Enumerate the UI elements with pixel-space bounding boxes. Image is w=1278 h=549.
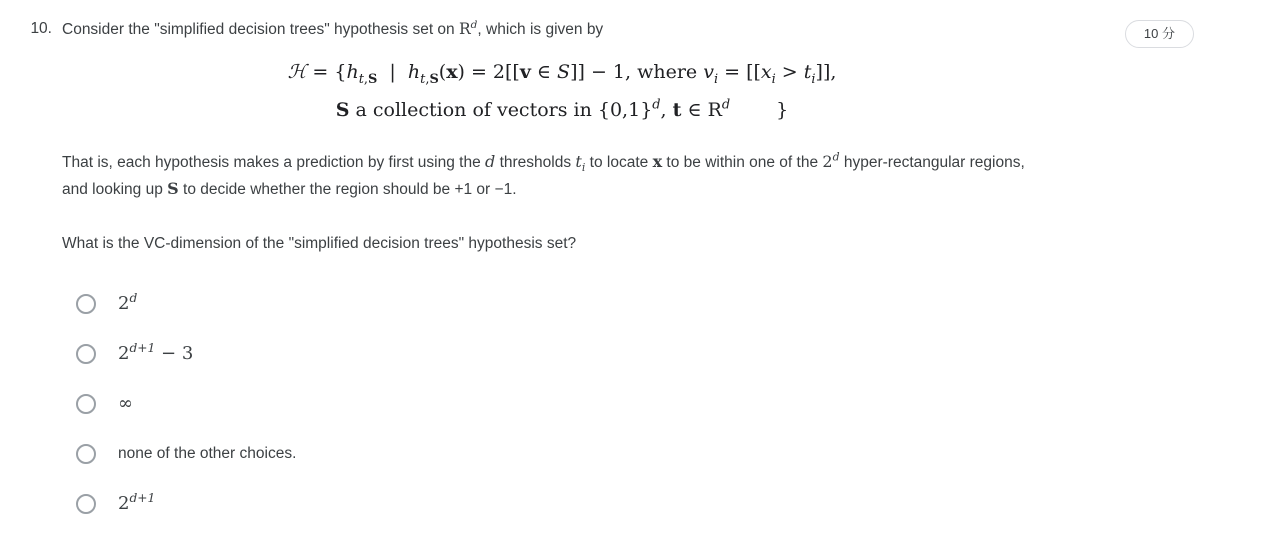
explanation-var-x: x bbox=[652, 152, 663, 171]
question-explanation bbox=[62, 149, 1042, 203]
question-stem bbox=[62, 18, 1062, 41]
formula-line-2: S a collection of vectors in $\{0,1\}^d$, t ∈ $R^d$ } bbox=[62, 95, 1062, 125]
choice-option-1[interactable] bbox=[74, 279, 1278, 329]
choice-option-5[interactable] bbox=[74, 479, 1278, 529]
explanation-text-5: hyper-rectangular regions, and looking up bbox=[62, 154, 1025, 198]
choice-label-2: $2^{d+1} - 3$ bbox=[118, 340, 194, 364]
choice-label-5: $2^{d+1}$ bbox=[118, 490, 156, 514]
radio-button-icon[interactable] bbox=[76, 294, 96, 314]
choices-list bbox=[0, 279, 1278, 529]
question-stem-suffix: , which is given by bbox=[477, 21, 604, 38]
choice-option-4[interactable] bbox=[74, 429, 1278, 479]
choice-label-4: none of the other choices. bbox=[118, 445, 297, 462]
explanation-text-2: thresholds bbox=[495, 154, 576, 171]
radio-button-icon[interactable] bbox=[76, 344, 96, 364]
question-stem-prefix: Consider the "simplified decision trees" hypothesis set on bbox=[62, 21, 459, 38]
display-formula bbox=[62, 57, 1062, 125]
explanation-var-S: S bbox=[167, 179, 179, 198]
choice-label-3: ∞ bbox=[118, 392, 133, 414]
explanation-text-4: to be within one of the bbox=[662, 154, 823, 171]
radio-button-icon[interactable] bbox=[76, 444, 96, 464]
explanation-text-6: to decide whether the region should be +1 or −1. bbox=[178, 181, 517, 198]
choice-option-3[interactable] bbox=[74, 379, 1278, 429]
radio-button-icon[interactable] bbox=[76, 494, 96, 514]
stem-math-reals: $R^d$ bbox=[458, 18, 478, 38]
choice-option-2[interactable] bbox=[74, 329, 1278, 379]
question-header bbox=[0, 18, 1278, 255]
explanation-text-1: That is, each hypothesis makes a prediction by first using the bbox=[62, 154, 486, 171]
question-prompt: What is the VC-dimension of the "simplified decision trees" hypothesis set? bbox=[62, 235, 577, 252]
explanation-text-3: to locate bbox=[585, 154, 653, 171]
question-number: 10. bbox=[30, 20, 52, 37]
explanation-pow-2d: 2$^d$ bbox=[822, 150, 840, 171]
question-body bbox=[62, 18, 1062, 255]
formula-line-1: ℋ = {$h_{t,S}$ | $h_{t,S}(x) = 2[[v$ ∈ S]] − 1, where $v_i = [[x_i > t_i]]$, bbox=[287, 61, 837, 87]
explanation-var-d: d bbox=[485, 152, 496, 171]
explanation-var-t: $t_i$ bbox=[575, 152, 586, 175]
choice-label-1: 2$^d$ bbox=[118, 290, 138, 314]
radio-button-icon[interactable] bbox=[76, 394, 96, 414]
formula-closing-brace: } bbox=[776, 99, 789, 121]
points-badge: 10 分 bbox=[1125, 20, 1194, 48]
